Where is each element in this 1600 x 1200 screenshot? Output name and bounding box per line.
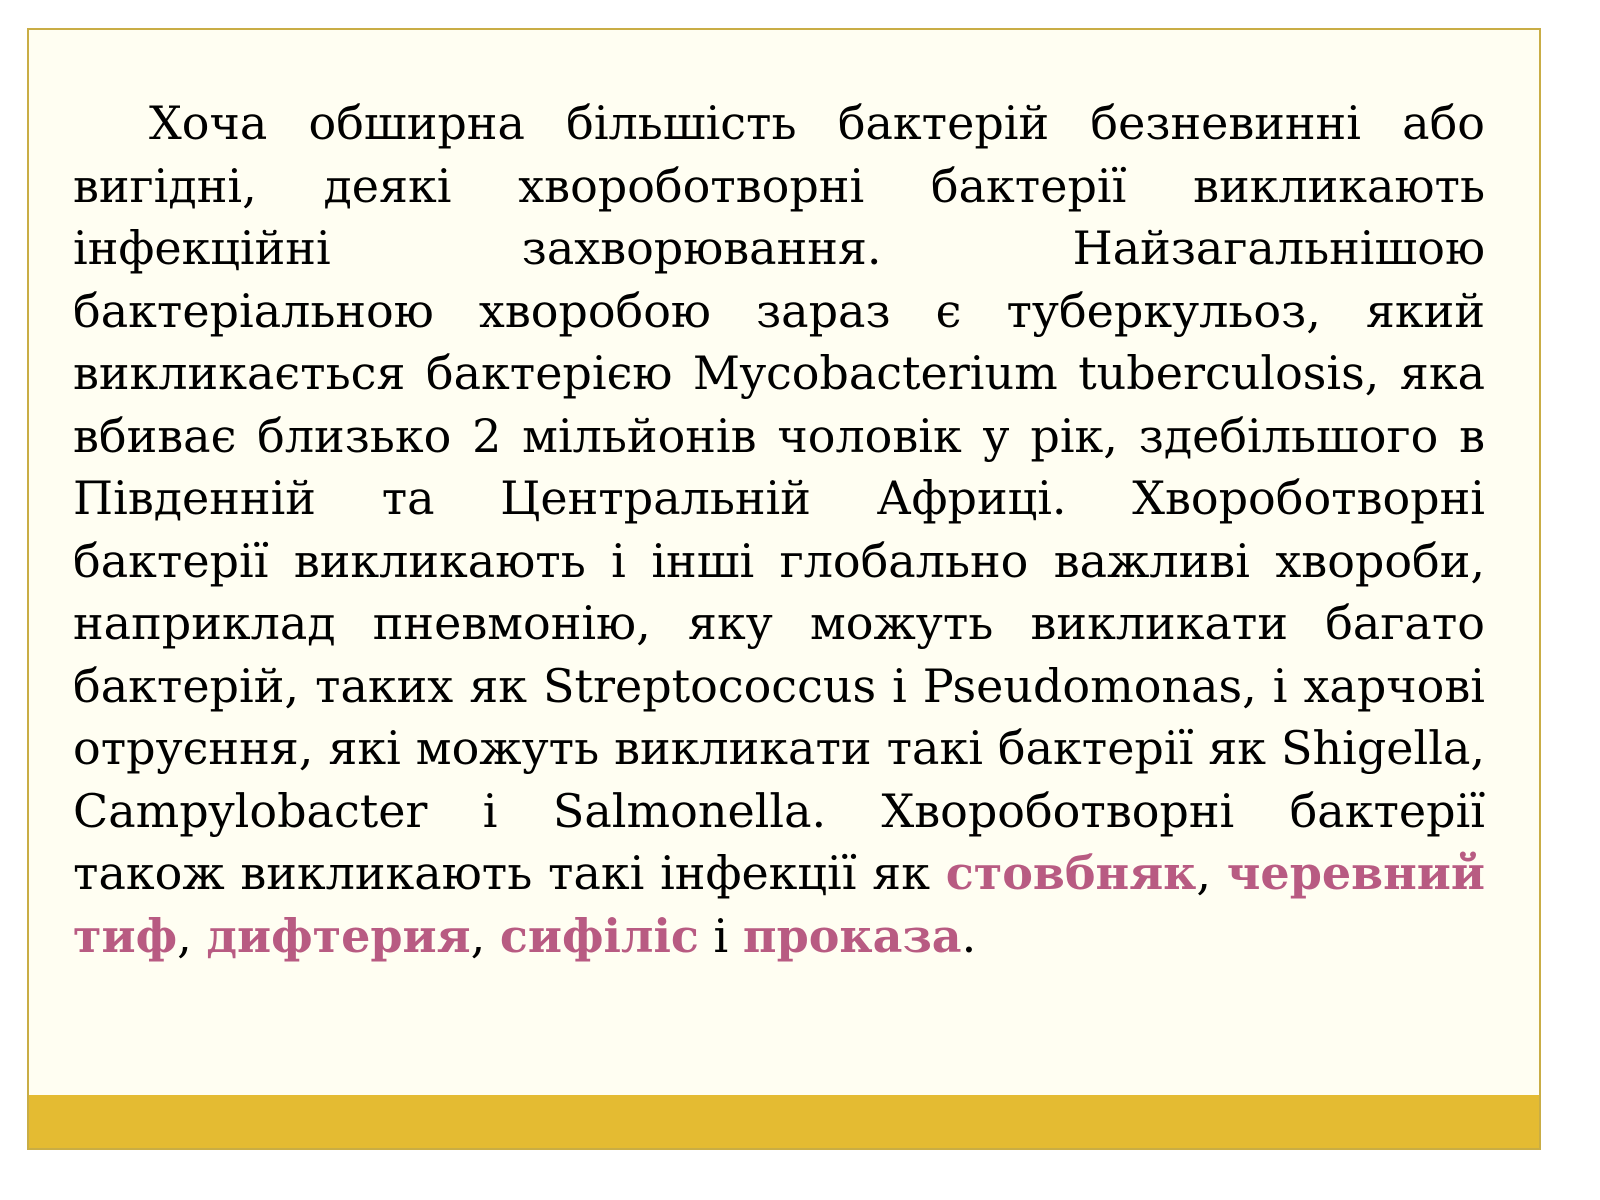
separator: , (177, 908, 207, 963)
term-diphtheria: дифтерия (206, 908, 471, 963)
term-leprosy: проказа (742, 908, 962, 963)
paragraph-end: . (961, 908, 977, 963)
body-paragraph (73, 92, 1485, 967)
separator: , (1196, 846, 1227, 900)
bottom-accent-bar (29, 1095, 1539, 1148)
separator: , (470, 908, 500, 963)
slide (27, 28, 1541, 1150)
separator: і (698, 908, 743, 963)
term-typhoid: черевний тиф (73, 846, 1485, 963)
term-tetanus: стовбняк (945, 846, 1197, 900)
paragraph-intro: Хоча обширна більшість бактерій безневинні або вигідні, деякі хвороботворні бактерії викликають інфекційні захворювання. Найзагальнішою бактеріальною хворобою зараз є туберкульоз, який викликається бактерією Mycobacterium tuberculosis, яка вбиває близько 2 мільйонів чоловік у рік, здебільшого в Південній та Центральній Африці. Хвороботворні бактерії викликають і інші глобально важливі хвороби, наприклад пневмонію, яку можуть викликати багато бактерій, таких як Streptococcus і Pseudomonas, і харчові отруєння, які можуть викликати такі бактерії як Shigella, Campylobacter і Salmonella. Хвороботворні бактерії також викликають такі інфекції як (73, 96, 1485, 900)
term-syphilis: сифіліс (499, 908, 699, 963)
